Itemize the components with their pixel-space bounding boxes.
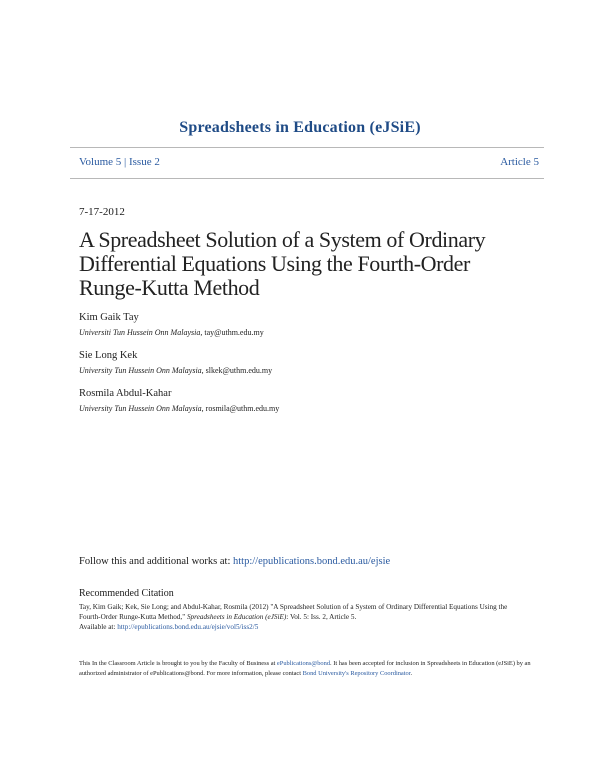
- footer-text: This In the Classroom Article is brought to you by the Faculty of Business at: [79, 660, 277, 667]
- citation-volume: : Vol. 5: Iss. 2, Article 5.: [286, 613, 357, 621]
- author-name: Rosmila Abdul-Kahar: [79, 388, 172, 399]
- journal-title[interactable]: Spreadsheets in Education (eJSiE): [179, 119, 421, 136]
- footer-text: . It has been accepted for inclusion in Spreadsheets in Education (eJSiE) by an authorized administrator of ePublications@bond. For more information, please contact: [79, 660, 531, 677]
- follow-line: [79, 556, 390, 567]
- footer-notice: [79, 659, 534, 679]
- author-email: , rosmila@uthm.edu.my: [201, 404, 280, 413]
- citation-url-link[interactable]: http://epublications.bond.edu.au/ejsie/vol5/iss2/5: [117, 623, 259, 631]
- author-name: Kim Gaik Tay: [79, 312, 139, 323]
- article-link[interactable]: Article 5: [500, 156, 539, 168]
- volume-issue-link[interactable]: Volume 5 | Issue 2: [79, 156, 160, 168]
- repository-coordinator-link[interactable]: Bond University's Repository Coordinator: [302, 670, 411, 677]
- affiliation-name: Universiti Tun Hussein Onn Malaysia: [79, 328, 201, 337]
- publication-date: 7-17-2012: [79, 206, 125, 218]
- author-affiliation: [79, 404, 279, 413]
- footer-text: .: [410, 670, 413, 677]
- author-name: Sie Long Kek: [79, 350, 138, 361]
- paper-title: A Spreadsheet Solution of a System of Ordinary Differential Equations Using the Fourth-Order Runge-Kutta Method: [79, 227, 486, 300]
- author-affiliation: [79, 366, 272, 375]
- divider-top: [70, 147, 544, 148]
- citation-text: Tay, Kim Gaik; Kek, Sie Long; and Abdul-Kahar, Rosmila (2012) "A Spreadsheet Solution of a System of Ordinary Differential Equations Using the Fourth-Order Runge-Kutta Method,": [79, 603, 508, 621]
- affiliation-name: University Tun Hussein Onn Malaysia: [79, 404, 202, 413]
- citation-block: [79, 602, 529, 632]
- issue-row: [79, 156, 539, 168]
- author-email: , tay@uthm.edu.my: [200, 328, 264, 337]
- author-email: , slkek@uthm.edu.my: [201, 366, 273, 375]
- follow-link[interactable]: http://epublications.bond.edu.au/ejsie: [233, 556, 391, 567]
- affiliation-name: University Tun Hussein Onn Malaysia: [79, 366, 202, 375]
- available-label: Available at:: [79, 623, 118, 631]
- recommended-citation-heading: Recommended Citation: [79, 588, 174, 599]
- epublications-link[interactable]: ePublications@bond: [276, 660, 331, 667]
- follow-text: Follow this and additional works at:: [79, 556, 233, 567]
- citation-journal: Spreadsheets in Education (eJSiE): [186, 613, 287, 621]
- author-affiliation: [79, 328, 264, 337]
- divider-bottom: [70, 178, 544, 179]
